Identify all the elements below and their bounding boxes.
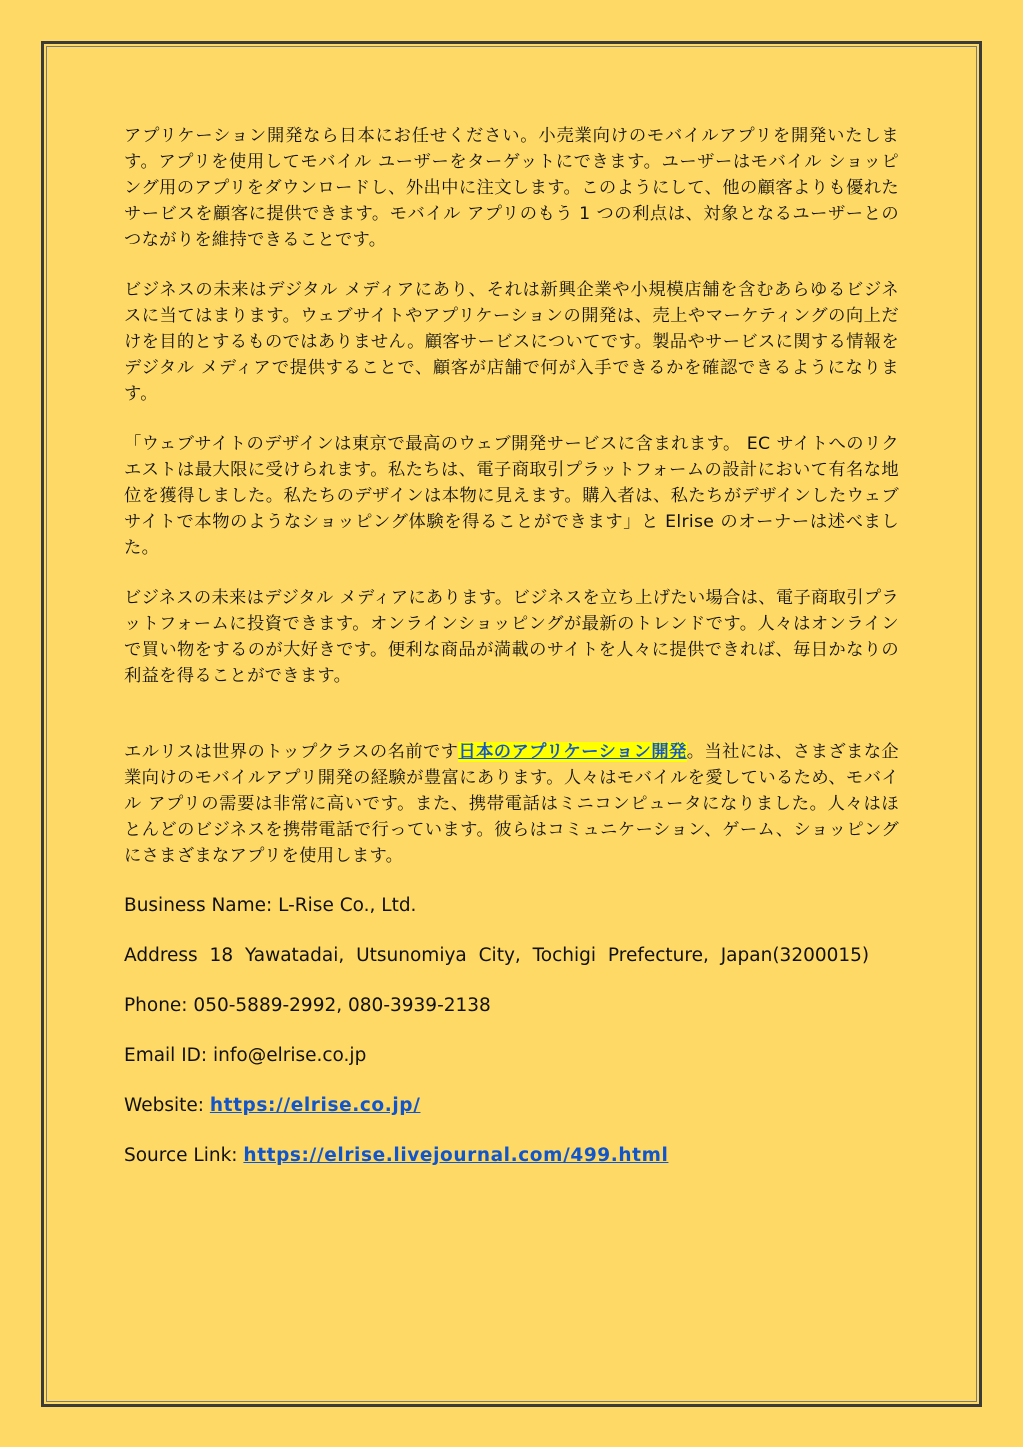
business-name: Business Name: L-Rise Co., Ltd. xyxy=(124,895,417,916)
paragraph-elrise xyxy=(124,739,899,869)
website-label: Website: xyxy=(124,1095,210,1116)
business-phone: Phone: 050-5889-2992, 080-3939-2138 xyxy=(124,995,491,1016)
paragraph-intro: アプリケーション開発なら日本にお任せください。小売業向けのモバイルアプリを開発いたします。アプリを使用してモバイル ユーザーをターゲットにできます。ユーザーはモバイル ショッピング用のアプリをダウンロードし、外出中に注文します。このようにして、他の顧客よりも優れたサービスを顧客に提供できます。モバイル アプリのもう 1 つの利点は、対象となるユーザーとのつながりを維持できることです。 xyxy=(124,126,899,250)
business-website xyxy=(124,1093,899,1118)
source-label: Source Link: xyxy=(124,1145,244,1166)
paragraph-quote: 「ウェブサイトのデザインは東京で最高のウェブ開発サービスに含まれます。 EC サイトへのリクエストは最大限に受けられます。私たちは、電子商取引プラットフォームの設計において有名な地位を獲得しました。私たちのデザインは本物に見えます。購入者は、私たちがデザインしたウェブサイトで本物のようなショッピング体験を得ることができます」と Elrise のオーナーは述べました。 xyxy=(124,434,899,558)
paragraph-elrise-before: エルリスは世界のトップクラスの名前です xyxy=(124,742,459,762)
spacer xyxy=(124,713,899,739)
website-link[interactable]: https://elrise.co.jp/ xyxy=(209,1095,421,1116)
paragraph-elrise-after: 。当社には、さまざまな企業向けのモバイルアプリ開発の経験が豊富にあります。人々はモバイルを愛しているため、モバイル アプリの需要は非常に高いです。また、携帯電話はミニコンピュータになりました。人々はほとんどのビジネスを携帯電話で行っています。彼らはコミュニケーション、ゲーム、ショッピングにさまざまなアプリを使用します。 xyxy=(124,742,899,866)
business-email: Email ID: info@elrise.co.jp xyxy=(124,1045,367,1066)
paragraph-ecommerce: ビジネスの未来はデジタル メディアにあります。ビジネスを立ち上げたい場合は、電子商取引プラットフォームに投資できます。オンラインショッピングが最新のトレンドです。人々はオンラインで買い物をするのが大好きです。便利な商品が満載のサイトを人々に提供できれば、毎日かなりの利益を得ることができます。 xyxy=(124,588,899,686)
japan-app-dev-link[interactable]: 日本のアプリケーション開発 xyxy=(458,742,687,762)
source-link[interactable]: https://elrise.livejournal.com/499.html xyxy=(243,1145,669,1166)
business-address: Address 18 Yawatadai, Utsunomiya City, Tochigi Prefecture, Japan(3200015) xyxy=(124,945,870,966)
source-line xyxy=(124,1143,899,1168)
document-body xyxy=(124,123,899,1193)
paragraph-digital-media: ビジネスの未来はデジタル メディアにあり、それは新興企業や小規模店舗を含むあらゆるビジネスに当てはまります。ウェブサイトやアプリケーションの開発は、売上やマーケティングの向上だけを目的とするものではありません。顧客サービスについてです。製品やサービスに関する情報をデジタル メディアで提供することで、顧客が店舗で何が入手できるかを確認できるようになります。 xyxy=(124,280,899,404)
